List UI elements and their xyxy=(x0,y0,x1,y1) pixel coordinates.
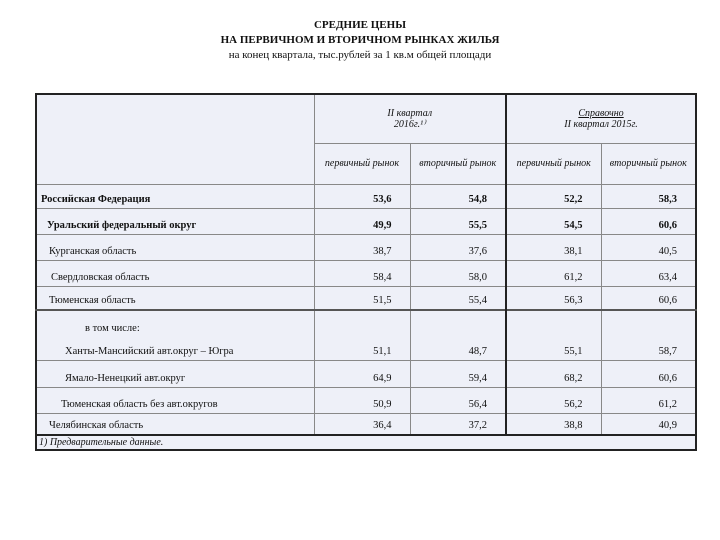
cell-value: 52,2 xyxy=(506,184,601,208)
row-label: Тюменская область без авт.округов xyxy=(36,387,314,413)
title-line-1: СРЕДНИЕ ЦЕНЫ xyxy=(313,19,407,31)
table-row xyxy=(36,260,696,286)
cell-value: 55,1 xyxy=(506,310,601,360)
cell-value: 38,8 xyxy=(506,413,601,435)
row-label: Курганская область xyxy=(36,234,314,260)
table-row xyxy=(36,208,696,234)
cell-value: 63,4 xyxy=(601,260,696,286)
cell-value: 60,6 xyxy=(601,360,696,387)
table-row xyxy=(36,387,696,413)
row-label: Российская Федерация xyxy=(36,184,314,208)
header-sub: вторичный рынок xyxy=(410,143,506,184)
table-row xyxy=(36,360,696,387)
cell-value: 58,7 xyxy=(601,310,696,360)
table-row xyxy=(36,184,696,208)
cell-value: 58,4 xyxy=(314,260,410,286)
cell-value: 56,3 xyxy=(506,286,601,310)
cell-value: 53,6 xyxy=(314,184,410,208)
row-label: Свердловская область xyxy=(36,260,314,286)
footnote: 1) Предварительные данные. xyxy=(36,435,696,450)
row-label: Ямало-Ненецкий авт.округ xyxy=(36,360,314,387)
cell-value: 36,4 xyxy=(314,413,410,435)
cell-value: 49,9 xyxy=(314,208,410,234)
cell-value: 38,7 xyxy=(314,234,410,260)
row-label: Челябинская область xyxy=(36,413,314,435)
row-label: Тюменская область xyxy=(36,286,314,310)
table-row xyxy=(36,286,696,310)
cell-value: 68,2 xyxy=(506,360,601,387)
table-row xyxy=(36,234,696,260)
cell-value: 38,1 xyxy=(506,234,601,260)
row-label: в том числе: Ханты-Мансийский авт.округ – Югра xyxy=(36,310,314,360)
cell-value: 61,2 xyxy=(601,387,696,413)
cell-value: 60,6 xyxy=(601,286,696,310)
cell-value: 51,5 xyxy=(314,286,410,310)
cell-value: 40,5 xyxy=(601,234,696,260)
header-group-2015: Справочно II квартал 2015г. xyxy=(506,94,696,143)
cell-value: 48,7 xyxy=(410,310,506,360)
cell-value: 55,5 xyxy=(410,208,506,234)
cell-value: 37,2 xyxy=(410,413,506,435)
cell-value: 54,5 xyxy=(506,208,601,234)
cell-value: 54,8 xyxy=(410,184,506,208)
cell-value: 51,1 xyxy=(314,310,410,360)
row-label: Уральский федеральный округ xyxy=(36,208,314,234)
header-sub: первичный рынок xyxy=(314,143,410,184)
cell-value: 40,9 xyxy=(601,413,696,435)
header-sub: вторичный рынок xyxy=(601,143,696,184)
table-row xyxy=(36,413,696,435)
cell-value: 60,6 xyxy=(601,208,696,234)
row-prefix: в том числе: xyxy=(85,322,140,334)
cell-value: 56,2 xyxy=(506,387,601,413)
prices-table xyxy=(35,93,697,451)
title-line-3: на конец квартала, тыс.рублей за 1 кв.м общей площади xyxy=(228,49,492,61)
title-line-2: НА ПЕРВИЧНОМ И ВТОРИЧНОМ РЫНКАХ ЖИЛЬЯ xyxy=(220,34,500,46)
cell-value: 61,2 xyxy=(506,260,601,286)
header-group-2016: II квартал 2016г.¹⁾ xyxy=(314,94,506,143)
cell-value: 58,0 xyxy=(410,260,506,286)
cell-value: 56,4 xyxy=(410,387,506,413)
cell-value: 50,9 xyxy=(314,387,410,413)
cell-value: 55,4 xyxy=(410,286,506,310)
cell-value: 58,3 xyxy=(601,184,696,208)
table-row xyxy=(36,310,696,360)
cell-value: 37,6 xyxy=(410,234,506,260)
header-sub: первичный рынок xyxy=(506,143,601,184)
header-empty xyxy=(36,94,314,184)
cell-value: 59,4 xyxy=(410,360,506,387)
cell-value: 64,9 xyxy=(314,360,410,387)
